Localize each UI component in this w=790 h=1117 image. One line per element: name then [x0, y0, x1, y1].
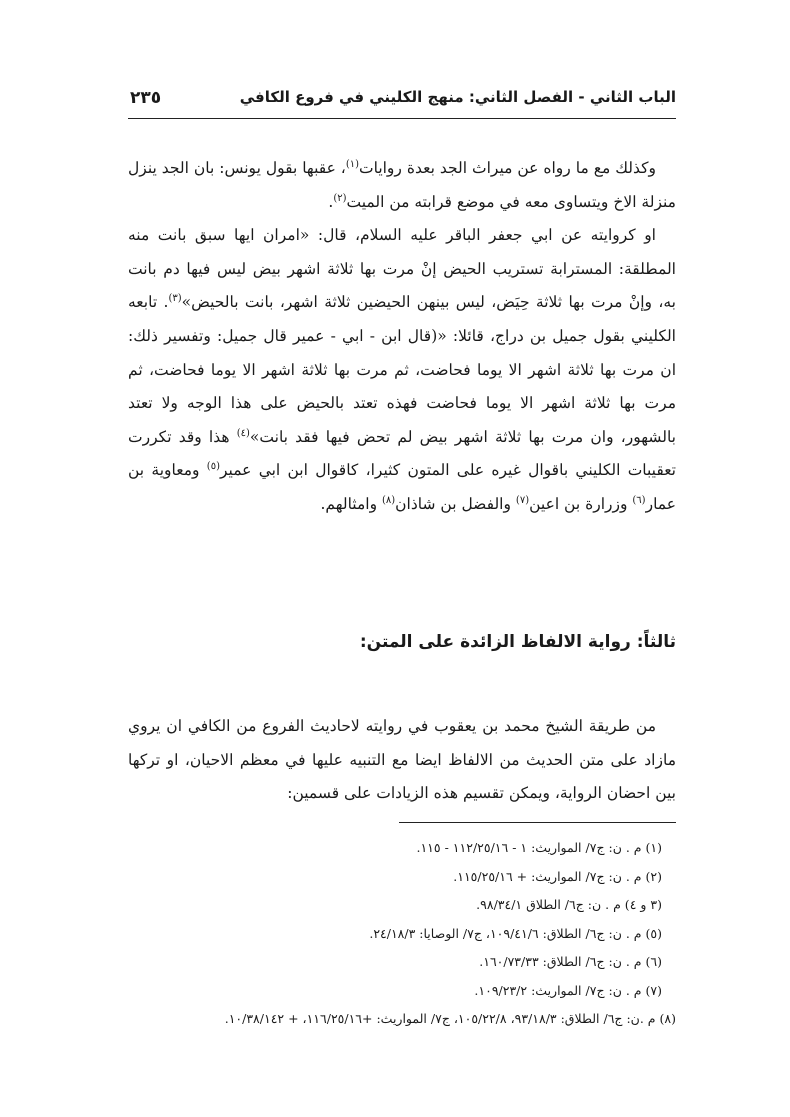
paragraph-text: . [328, 192, 334, 211]
footnote-marker: (١) [345, 158, 359, 170]
paragraph-text: ، عقبها بقول يونس: بان الجد ينزل منزلة الاخ ويتساوى معه في موضع قرابته من الميت [128, 159, 676, 211]
paragraph-text: من طريقة الشيخ محمد بن يعقوب في روايته لاحاديث الفروع من الكافي ان يروي مازاد على متن الحديث من الالفاظ ايضا مع التنبيه عليها في معظم الاحيان، او تركها بين احضان الرواية، ويمكن تقسيم هذه الزيادات على قسمين: [128, 717, 676, 803]
body-text [128, 152, 676, 522]
footnote: (٧) م . ن: ج٧/ المواريث: ١٠٩/٢٣/٢. [474, 982, 662, 998]
footnote-marker: (٥) [206, 461, 220, 473]
paragraph-text: وزرارة بن اعين [529, 494, 633, 513]
footnote-marker: (٨) [381, 494, 396, 506]
footnote-divider [399, 822, 676, 823]
footnote-marker: (٦) [632, 494, 646, 506]
paragraph [128, 152, 676, 219]
footnotes [128, 834, 676, 1034]
paragraph-text: والفضل بن شاذان [395, 494, 516, 513]
footnote: (٦) م . ن: ج٦/ الطلاق: ١٦٠/٧٣/٣٣. [479, 954, 662, 969]
header-title: الباب الثاني - الفصل الثاني: منهج الكليني في فروع الكافي [239, 88, 676, 106]
paragraph-text: هذا وقد تكررت تعقيبات الكليني باقوال غيره على المتون كثيرا، كاقوال ابن ابي عمير [128, 427, 676, 480]
footnote: (٨) م .ن: ج٦/ الطلاق: ٩٣/١٨/٣، ١٠٥/٢٢/٨، ج٧/ المواريث: +١١٦/٢٥/١٦، + ١٠/٣٨/١٤٢. [224, 1011, 676, 1026]
footnote-marker: (٤) [236, 427, 250, 439]
footnote: (٢) م . ن: ج٧/ المواريث: + ١١٥/٢٥/١٦. [453, 868, 662, 884]
paragraph [128, 710, 676, 811]
paragraph-text: وامثالهم. [320, 494, 382, 513]
paragraph [128, 219, 676, 521]
footnote: (١) م . ن: ج٧/ المواريث: ١ - ١١٢/٢٥/١٦ - ١١٥. [416, 840, 662, 855]
footnote-marker: (٧) [515, 494, 530, 506]
section-heading: ثالثاً: رواية الالفاظ الزائدة على المتن: [359, 632, 676, 652]
paragraph-text: وكذلك مع ما رواه عن ميراث الجد بعدة روايات [359, 159, 657, 177]
paragraph-text: ومعاوية بن عمار [128, 461, 676, 513]
page-number: ٢٣٥ [130, 88, 162, 108]
paragraph-text: او كروايته عن ابي جعفر الباقر عليه السلام، قال: «امران ايها سبق بانت منه المطلقة: المسترابة تستريب الحيض إنْ مرت بها ثلاثة اشهر بيض ليس فيها دم بانت به، وإنْ مرت بها ثلاثة حِيَض، ليس بينهن الحيضين ثلاثة اشهر، بانت بالحيض» [128, 226, 676, 312]
running-header [128, 84, 676, 119]
footnote: (٥) م . ن: ج٦/ الطلاق: ١٠٩/٤١/٦، ج٧/ الوصايا: ٢٤/١٨/٣. [369, 925, 662, 941]
footnote-marker: (٢) [333, 192, 347, 204]
paragraph-text: . تابعه الكليني بقول جميل بن دراج، قائلا: «(قال ابن - ابي - عمير قال جميل: وتفسير ذلك: ان مرت بها ثلاثة اشهر الا يوما فحاضت، ثم مرت بها ثلاثة اشهر الا يوما فحاضت، ثم مرت بها ثلاثة اشهر الا يوما فحاضت فهذه تعتد بالحيض على هذا الوجه ولا تعتد بالشهور، وان مرت بها ثلاثة اشهر بيض لم تحض فيها فقد بانت» [128, 293, 676, 446]
footnote: (٣ و ٤) م . ن: ج٦/ الطلاق ٩٨/٣٤/١. [476, 897, 662, 912]
footnote-marker: (٣) [168, 293, 182, 305]
body-text-section [128, 710, 676, 811]
